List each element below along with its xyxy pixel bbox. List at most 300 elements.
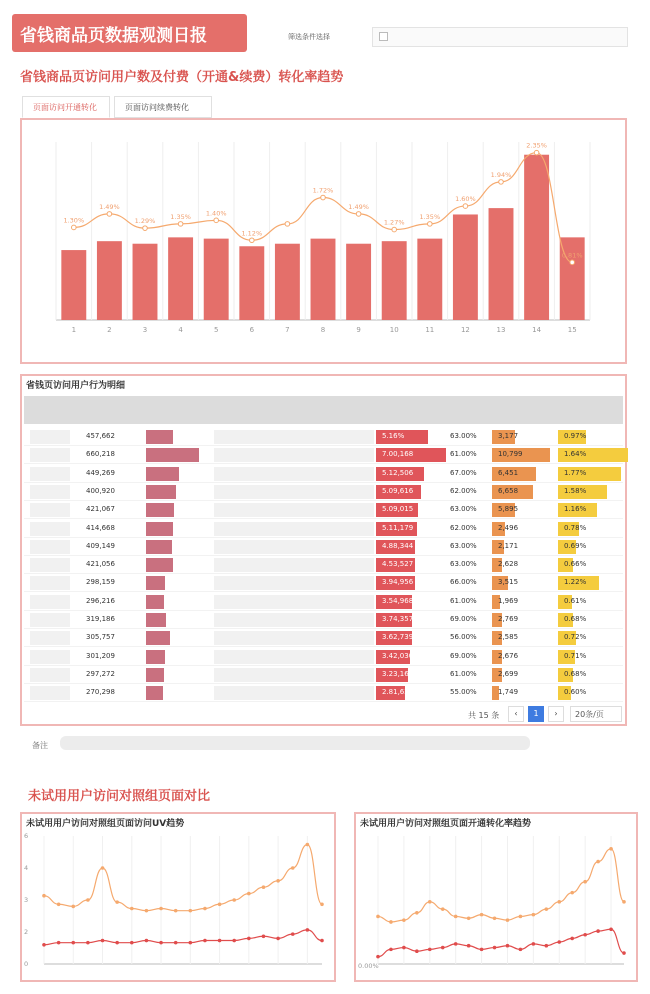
rate-cell: 69.00% xyxy=(450,615,477,623)
series-point xyxy=(570,937,574,941)
x-tick-label: 5 xyxy=(213,326,219,334)
uv-cell: 421,067 xyxy=(86,505,115,514)
tab-renew-conversion[interactable]: 页面访问续费转化 xyxy=(114,96,212,118)
series-point xyxy=(145,939,149,943)
rate-point xyxy=(534,150,539,155)
rate-data-label: 1.40% xyxy=(205,209,227,218)
series-point xyxy=(174,941,178,945)
open-count-cell: 2,628 xyxy=(498,560,519,569)
masked-cell xyxy=(30,576,70,590)
series-point xyxy=(545,944,549,948)
filter-checkbox[interactable] xyxy=(379,32,388,41)
series-point xyxy=(402,946,406,950)
share-cell: 3.94,956 xyxy=(382,578,414,587)
series-point xyxy=(203,939,207,943)
masked-cell xyxy=(30,448,70,462)
ratio-bar xyxy=(146,467,179,481)
open-count-cell: 2,769 xyxy=(498,615,519,623)
series-point xyxy=(583,880,587,884)
series-point xyxy=(506,944,510,948)
x-tick-label: 3 xyxy=(142,326,148,334)
series-point xyxy=(57,941,61,945)
rate-cell: 62.00% xyxy=(450,486,477,495)
series-point xyxy=(415,911,419,915)
series-point xyxy=(86,898,90,902)
open-count-cell: 2,171 xyxy=(498,541,519,550)
bar-8 xyxy=(311,239,336,320)
table-header xyxy=(24,396,623,424)
rate-point xyxy=(570,260,575,265)
masked-cell xyxy=(30,485,70,499)
series-point xyxy=(441,946,445,950)
series-line-0 xyxy=(44,845,322,911)
open-rate-cell: 1.64% xyxy=(564,450,587,459)
rate-point xyxy=(356,212,361,217)
masked-cell xyxy=(214,558,374,572)
bar-12 xyxy=(453,214,478,320)
rate-data-label: 0.81% xyxy=(561,251,583,260)
rate-point xyxy=(214,218,219,223)
series-point xyxy=(506,918,510,922)
masked-cell xyxy=(214,595,374,609)
table-row xyxy=(24,501,623,519)
rate-cell: 55.00% xyxy=(450,688,477,697)
x-tick-label: 10 xyxy=(389,326,399,334)
share-cell: 2.81,626 xyxy=(382,688,414,697)
y-tick-label: 2 xyxy=(24,928,29,936)
behavior-table-panel xyxy=(20,374,627,726)
y-tick-label: 0 xyxy=(24,960,29,968)
series-point xyxy=(428,900,432,904)
masked-cell xyxy=(214,467,374,481)
uv-cell: 414,668 xyxy=(86,523,115,532)
ratio-bar xyxy=(146,522,173,536)
rate-point xyxy=(463,204,468,209)
series-point xyxy=(519,915,523,919)
series-point xyxy=(218,902,222,906)
uv-cell: 305,757 xyxy=(86,633,115,642)
masked-cell xyxy=(30,467,70,481)
rate-compare-panel xyxy=(354,812,638,982)
series-point xyxy=(174,909,178,913)
series-point xyxy=(232,939,236,943)
bar-3 xyxy=(133,244,158,320)
trend-chart-panel xyxy=(20,118,627,364)
ratio-bar xyxy=(146,686,163,700)
rate-cell: 63.00% xyxy=(450,560,477,569)
note-label: 备注 xyxy=(32,741,48,750)
share-cell: 3.42,030 xyxy=(382,651,414,660)
table-row xyxy=(24,574,623,592)
ratio-bar xyxy=(146,631,170,645)
open-rate-cell: 0.78% xyxy=(564,523,587,532)
rate-cell: 69.00% xyxy=(450,651,477,660)
uv-compare-panel xyxy=(20,812,336,982)
bar-14 xyxy=(524,155,549,320)
table-row xyxy=(24,520,623,538)
series-point xyxy=(532,942,536,946)
series-point xyxy=(115,900,119,904)
masked-cell xyxy=(30,522,70,536)
series-point xyxy=(480,913,484,917)
share-cell: 5.09,616 xyxy=(382,486,414,495)
masked-cell xyxy=(30,668,70,682)
open-count-cell: 1,969 xyxy=(498,596,519,605)
series-point xyxy=(306,843,310,847)
rate-point xyxy=(107,212,112,217)
x-tick-label: 15 xyxy=(567,326,577,334)
bar-11 xyxy=(417,239,442,320)
series-point xyxy=(115,941,119,945)
rate-data-label: 1.72% xyxy=(312,186,334,195)
rate-cell: 61.00% xyxy=(450,596,477,605)
share-cell: 5.11,179 xyxy=(382,523,414,532)
bar-2 xyxy=(97,241,122,320)
rate-point xyxy=(178,222,183,227)
open-count-cell: 6,451 xyxy=(498,468,519,477)
rate-data-label: 1.29% xyxy=(134,217,156,226)
masked-cell xyxy=(214,540,374,554)
bar-5 xyxy=(204,239,229,320)
table-title: 省钱页访问用户行为明细 xyxy=(26,381,126,391)
uv-cell: 457,662 xyxy=(86,432,115,440)
masked-cell xyxy=(214,576,374,590)
bar-9 xyxy=(346,244,371,320)
open-rate-cell: 0.66% xyxy=(564,560,587,569)
trend-chart xyxy=(22,120,625,362)
series-point xyxy=(291,932,295,936)
series-point xyxy=(218,939,222,943)
uv-compare-chart xyxy=(22,814,334,980)
filter-label: 筛选条件选择 xyxy=(288,33,330,41)
series-point xyxy=(519,948,523,952)
series-point xyxy=(42,943,46,947)
uv-cell: 297,272 xyxy=(86,669,115,678)
masked-cell xyxy=(30,540,70,554)
current-page-button[interactable]: 1 xyxy=(528,706,544,722)
y-tick-label: 0.00% xyxy=(358,962,379,970)
series-point xyxy=(159,907,163,911)
share-cell: 4.53,527 xyxy=(382,560,414,569)
series-point xyxy=(247,937,251,941)
series-point xyxy=(320,902,324,906)
series-point xyxy=(71,905,75,909)
pager-total: 共 15 条 xyxy=(468,711,500,720)
y-tick-label: 6 xyxy=(24,832,29,840)
x-tick-label: 9 xyxy=(356,326,361,334)
open-rate-cell: 1.58% xyxy=(564,486,587,495)
masked-cell xyxy=(30,430,70,444)
x-tick-label: 2 xyxy=(107,326,112,334)
open-rate-cell: 1.22% xyxy=(564,578,587,587)
open-count-cell: 3,177 xyxy=(498,432,519,440)
uv-chart-title: 未试用用户访问对照组页面访问UV趋势 xyxy=(26,819,185,829)
series-point xyxy=(376,955,380,959)
series-point xyxy=(71,941,75,945)
rate-cell: 63.00% xyxy=(450,432,477,440)
open-rate-cell: 0.68% xyxy=(564,615,587,623)
rate-cell: 63.00% xyxy=(450,505,477,514)
bar-10 xyxy=(382,241,407,320)
share-cell: 5.09,015 xyxy=(382,505,414,514)
share-cell: 3.74,357 xyxy=(382,615,414,623)
masked-cell xyxy=(214,503,374,517)
series-line-1 xyxy=(378,929,624,956)
uv-cell: 301,209 xyxy=(86,651,115,660)
series-point xyxy=(320,939,324,943)
open-rate-cell: 0.61% xyxy=(564,596,587,605)
series-point xyxy=(145,909,149,913)
series-point xyxy=(493,916,497,920)
rate-point xyxy=(428,222,433,227)
uv-cell: 319,186 xyxy=(86,615,115,623)
masked-cell xyxy=(214,448,374,462)
series-point xyxy=(557,900,561,904)
compare-section-title: 未试用用户访问对照组页面对比 xyxy=(28,789,211,804)
next-page-button[interactable]: › xyxy=(548,706,564,722)
series-point xyxy=(276,937,280,941)
bar-13 xyxy=(489,208,514,320)
series-point xyxy=(189,909,193,913)
uv-cell: 298,159 xyxy=(86,578,115,587)
series-point xyxy=(596,860,600,864)
ratio-bar xyxy=(146,503,174,517)
open-rate-cell: 0.97% xyxy=(564,432,587,440)
open-count-cell: 3,515 xyxy=(498,578,519,587)
table-row xyxy=(24,428,623,446)
uv-cell: 421,056 xyxy=(86,560,115,569)
series-point xyxy=(247,892,251,896)
open-count-cell: 2,585 xyxy=(498,633,519,642)
x-tick-label: 11 xyxy=(425,326,435,334)
series-line-0 xyxy=(378,849,624,922)
rate-data-label: 1.30% xyxy=(63,216,85,225)
series-point xyxy=(428,948,432,952)
series-point xyxy=(480,948,484,952)
rate-cell: 63.00% xyxy=(450,541,477,550)
series-point xyxy=(389,920,393,924)
ratio-bar xyxy=(146,558,173,572)
rate-point xyxy=(321,195,326,200)
masked-cell xyxy=(214,631,374,645)
series-point xyxy=(86,941,90,945)
bar-4 xyxy=(168,237,193,320)
ratio-bar xyxy=(146,576,165,590)
table-row xyxy=(24,684,623,702)
series-point xyxy=(493,946,497,950)
rate-point xyxy=(72,225,77,230)
masked-cell xyxy=(214,522,374,536)
open-count-cell: 1,749 xyxy=(498,688,519,697)
rate-chart-title: 未试用用户访问对照组页面开通转化率趋势 xyxy=(360,819,532,829)
bar-1 xyxy=(61,250,86,320)
series-point xyxy=(42,894,46,898)
series-point xyxy=(454,942,458,946)
open-count-cell: 2,676 xyxy=(498,651,519,660)
x-tick-label: 14 xyxy=(532,326,542,334)
ratio-bar xyxy=(146,430,173,444)
series-point xyxy=(609,927,613,931)
masked-cell xyxy=(30,686,70,700)
series-point xyxy=(441,907,445,911)
ratio-bar xyxy=(146,540,172,554)
table-row xyxy=(24,483,623,501)
series-point xyxy=(596,929,600,933)
open-count-cell: 5,895 xyxy=(498,505,519,514)
masked-cell xyxy=(30,650,70,664)
table-row xyxy=(24,611,623,629)
series-point xyxy=(232,898,236,902)
masked-cell xyxy=(30,595,70,609)
masked-cell xyxy=(214,430,374,444)
series-point xyxy=(454,915,458,919)
x-tick-label: 1 xyxy=(71,326,77,334)
share-cell: 7.00,168 xyxy=(382,450,414,459)
open-rate-cell: 0.60% xyxy=(564,688,587,697)
ratio-bar xyxy=(146,613,166,627)
masked-cell xyxy=(30,613,70,627)
open-count-cell: 6,658 xyxy=(498,486,519,495)
table-row xyxy=(24,648,623,666)
series-point xyxy=(101,866,105,870)
series-point xyxy=(291,866,295,870)
series-point xyxy=(583,933,587,937)
series-point xyxy=(57,902,61,906)
prev-page-button[interactable]: ‹ xyxy=(508,706,524,722)
series-point xyxy=(545,907,549,911)
rate-data-label: 1.12% xyxy=(241,229,263,238)
bar-7 xyxy=(275,244,300,320)
table-row xyxy=(24,629,623,647)
report-title: 省钱商品页数据观测日报 xyxy=(20,26,207,46)
rate-point xyxy=(143,226,148,231)
rate-compare-chart xyxy=(356,814,636,980)
uv-cell: 400,920 xyxy=(86,486,115,495)
share-cell: 3.23,161 xyxy=(382,669,414,678)
rate-point xyxy=(250,238,255,243)
masked-cell xyxy=(214,613,374,627)
series-point xyxy=(467,944,471,948)
rate-cell: 62.00% xyxy=(450,523,477,532)
series-point xyxy=(159,941,163,945)
ratio-bar xyxy=(146,485,176,499)
page-size-select[interactable]: 20条/页 xyxy=(570,706,622,722)
series-point xyxy=(203,907,207,911)
ratio-bar xyxy=(146,650,165,664)
series-point xyxy=(101,939,105,943)
ratio-bar xyxy=(146,595,164,609)
series-point xyxy=(402,918,406,922)
table-row xyxy=(24,556,623,574)
x-tick-label: 12 xyxy=(460,326,470,334)
series-point xyxy=(622,951,626,955)
open-rate-cell: 0.69% xyxy=(564,541,587,550)
uv-cell: 449,269 xyxy=(86,468,115,477)
x-tick-label: 6 xyxy=(249,326,255,334)
ratio-bar xyxy=(146,448,199,462)
rate-cell: 61.00% xyxy=(450,450,477,459)
rate-data-label: 1.49% xyxy=(348,202,369,211)
share-cell: 5.16% xyxy=(382,432,405,440)
series-point xyxy=(376,915,380,919)
series-point xyxy=(262,885,266,889)
rate-point xyxy=(285,222,290,227)
rate-cell: 66.00% xyxy=(450,578,477,587)
series-point xyxy=(306,928,310,932)
table-row xyxy=(24,666,623,684)
rate-point xyxy=(392,227,397,232)
x-tick-label: 7 xyxy=(285,326,290,334)
rate-cell: 61.00% xyxy=(450,669,477,678)
rate-data-label: 2.35% xyxy=(526,141,547,150)
series-point xyxy=(130,941,134,945)
series-point xyxy=(609,847,613,851)
rate-cell: 56.00% xyxy=(450,633,477,642)
ratio-bar xyxy=(146,668,164,682)
series-point xyxy=(532,913,536,917)
share-cell: 3.62,739 xyxy=(382,633,414,642)
rate-data-label: 1.35% xyxy=(419,212,441,221)
series-point xyxy=(622,900,626,904)
masked-cell xyxy=(214,485,374,499)
rate-data-label: 1.60% xyxy=(455,195,476,204)
table-row xyxy=(24,593,623,611)
share-cell: 5.12,506 xyxy=(382,468,414,477)
series-point xyxy=(557,940,561,944)
series-point xyxy=(389,948,393,952)
trend-section-title: 省钱商品页访问用户数及付费（开通&续费）转化率趋势 xyxy=(20,70,344,85)
table-row xyxy=(24,538,623,556)
open-rate-cell: 1.16% xyxy=(564,505,587,514)
uv-cell: 660,218 xyxy=(86,450,115,459)
open-count-cell: 2,699 xyxy=(498,669,519,678)
masked-cell xyxy=(214,686,374,700)
open-rate-cell: 1.77% xyxy=(564,468,587,477)
rate-data-label: 1.49% xyxy=(99,202,120,211)
open-count-cell: 10,799 xyxy=(498,450,523,459)
open-count-cell: 2,496 xyxy=(498,523,519,532)
rate-data-label: 1.94% xyxy=(490,170,512,179)
series-line-1 xyxy=(44,930,322,945)
tab-open-conversion[interactable]: 页面访问开通转化 xyxy=(22,96,110,118)
rate-data-label: 1.35% xyxy=(170,212,191,221)
rate-point xyxy=(499,180,504,185)
series-point xyxy=(467,916,471,920)
series-point xyxy=(276,879,280,883)
bar-6 xyxy=(239,246,264,320)
table-row xyxy=(24,446,623,464)
series-point xyxy=(262,934,266,938)
uv-cell: 409,149 xyxy=(86,541,115,550)
uv-cell: 270,298 xyxy=(86,688,115,697)
rate-cell: 67.00% xyxy=(450,468,477,477)
share-cell: 3.54,968 xyxy=(382,596,414,605)
x-tick-label: 4 xyxy=(178,326,183,334)
y-tick-label: 4 xyxy=(24,864,29,872)
masked-cell xyxy=(30,558,70,572)
open-rate-cell: 0.72% xyxy=(564,633,587,642)
x-tick-label: 8 xyxy=(320,326,326,334)
uv-cell: 296,216 xyxy=(86,596,115,605)
table-row xyxy=(24,465,623,483)
masked-cell xyxy=(214,650,374,664)
x-tick-label: 13 xyxy=(496,326,506,334)
open-rate-cell: 0.68% xyxy=(564,669,587,678)
masked-cell xyxy=(30,631,70,645)
series-point xyxy=(570,891,574,895)
filter-select[interactable] xyxy=(372,27,628,47)
rate-data-label: 1.27% xyxy=(383,218,405,227)
